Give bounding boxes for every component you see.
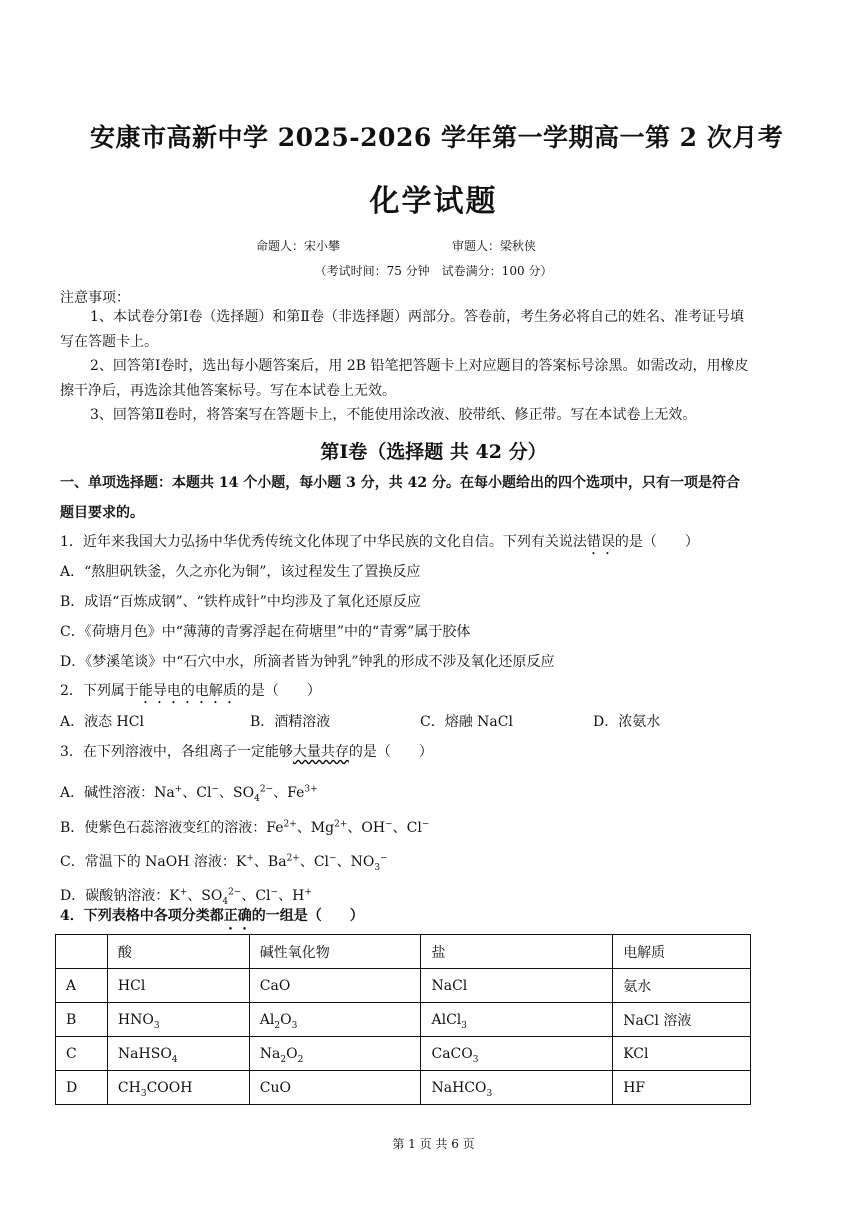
q1-option-d: D．《梦溪笔谈》中“石穴中水，所滴者皆为钟乳”钟乳的形成不涉及氧化还原反应 — [60, 654, 555, 670]
table-cell: NaHCO$_3$ — [421, 1071, 613, 1105]
table-header: 酸 — [107, 935, 249, 969]
section-instruction: 一、单项选择题：本题共 14 个小题，每小题 3 分，共 42 分。在每小题给出的四个选项中，只有一项是符合题目要求的。 — [60, 475, 740, 521]
table-header-row — [56, 935, 751, 969]
table-cell: $HNO_3$ — [107, 1003, 249, 1037]
table-header: 碱性氧化物 — [249, 935, 421, 969]
table-cell: A — [56, 969, 108, 1003]
table-cell: NaCl 溶液 — [613, 1003, 751, 1037]
notes-heading: 注意事项： — [60, 290, 130, 306]
table-cell: HF — [613, 1071, 751, 1105]
subject-title: 化学试题 — [369, 184, 498, 219]
question-1-stem: 1．近年来我国大力弘扬中华优秀传统文化体现了中华民族的文化自信。下列有关说法错误的是（ ） — [60, 534, 699, 550]
q3-option-a: A．碱性溶液：Na+、Cl−、$SO_4^{2-}$、$Fe^{3+}$ — [60, 784, 318, 804]
q3-option-d: D．碳酸钠溶液：K+、$SO_4^{2-}$、Cl−、H+ — [60, 887, 312, 907]
table-header — [56, 935, 108, 969]
table-row — [56, 969, 751, 1003]
table-row — [56, 1071, 751, 1105]
table-cell: CuO — [249, 1071, 421, 1105]
page-number: 第 1 页 共 6 页 — [392, 1137, 475, 1151]
table-header: 电解质 — [613, 935, 751, 969]
table-row — [56, 1037, 751, 1071]
table-cell: B — [56, 1003, 108, 1037]
q2-option-c: C．熔融 NaCl — [420, 714, 513, 730]
q2-option-d: D．浓氨水 — [593, 714, 661, 730]
table-cell: $CH_3COOH$ — [107, 1071, 249, 1105]
section-title: 第Ⅰ卷（选择题 共 42 分） — [320, 441, 547, 463]
q1-option-c: C．《荷塘月色》中“薄薄的青雾浮起在荷塘里”中的“青雾”属于胶体 — [60, 624, 471, 640]
table-cell: CaCO$_3$ — [421, 1037, 613, 1071]
table-cell: NaHSO$_4$ — [107, 1037, 249, 1071]
table-cell: NaCl — [421, 969, 613, 1003]
q3-option-b: B．使紫色石蕊溶液变红的溶液：$Fe^{2+}$、$Mg^{2+}$、OH−、Cl− — [60, 819, 430, 836]
table-cell: D — [56, 1071, 108, 1105]
table-row — [56, 1003, 751, 1037]
exam-info: （考试时间：75 分钟 试卷满分：100 分） — [314, 264, 553, 278]
table-cell: $Na_2O_2$ — [249, 1037, 421, 1071]
table-cell: 氨水 — [613, 969, 751, 1003]
table-cell: C — [56, 1037, 108, 1071]
author: 命题人：宋小攀 — [256, 239, 341, 253]
note-item-1: 1、本试卷分第Ⅰ卷（选择题）和第Ⅱ卷（非选择题）两部分。答卷前，考生务必将自己的姓名、准考证号填写在答题卡上。 — [60, 309, 744, 350]
q2-option-b: B．酒精溶液 — [250, 714, 331, 730]
table-cell: CaO — [249, 969, 421, 1003]
question-4-stem: 4．下列表格中各项分类都正确的一组是（ ） — [60, 908, 364, 924]
table-cell: KCl — [613, 1037, 751, 1071]
q2-option-a: A．液态 HCl — [60, 714, 144, 730]
q3-option-c: C．常温下的 NaOH 溶液：K+、$Ba^{2+}$、Cl−、$NO_3^-$ — [60, 853, 388, 873]
note-item-2: 2、回答第Ⅰ卷时，选出每小题答案后，用 2B 铅笔把答题卡上对应题目的答案标号涂黑。如需改动，用橡皮擦干净后，再选涂其他答案标号。写在本试卷上无效。 — [60, 358, 749, 399]
table-cell: HCl — [107, 969, 249, 1003]
q1-option-a: A．“熬胆矾铁釜，久之亦化为铜”，该过程发生了置换反应 — [60, 564, 421, 580]
question-2-stem: 2．下列属于能导电的电解质的是（ ） — [60, 683, 321, 699]
note-item-3: 3、回答第Ⅱ卷时，将答案写在答题卡上，不能使用涂改液、胶带纸、修正带。写在本试卷上无效。 — [90, 407, 697, 423]
exam-title: 安康市高新中学 2025-2026 学年第一学期高一第 2 次月考 — [90, 123, 784, 152]
table-header: 盐 — [421, 935, 613, 969]
table-cell: AlCl$_3$ — [421, 1003, 613, 1037]
table-cell: $Al_2O_3$ — [249, 1003, 421, 1037]
classification-table — [55, 934, 751, 1105]
q1-option-b: B．成语“百炼成钢”、“铁杵成针”中均涉及了氧化还原反应 — [60, 594, 421, 610]
reviewer: 审题人：梁秋侠 — [452, 239, 537, 253]
question-3-stem: 3．在下列溶液中，各组离子一定能够大量共存的是（ ） — [60, 744, 433, 760]
